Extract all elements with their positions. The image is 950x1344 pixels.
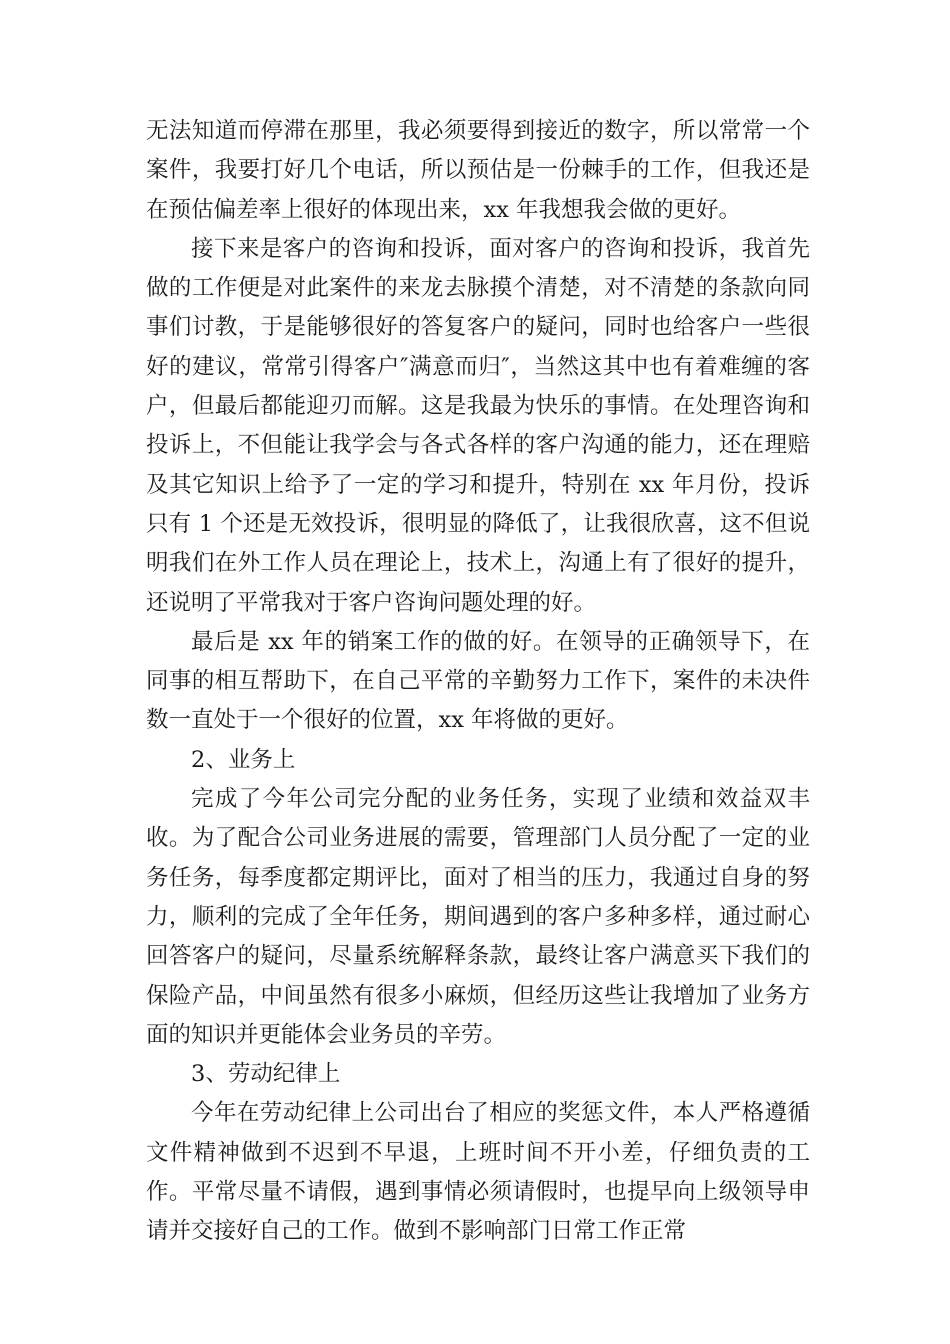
- paragraph-business: 完成了今年公司完分配的业务任务，实现了业绩和效益双丰收。为了配合公司业务进展的需要，管理部门人员分配了一定的业务任务，每季度都定期评比，面对了相当的压力，我通过自身的努力，顺利的完成了全年任务，期间遇到的客户多种多样，通过耐心回答客户的疑问，尽量系统解释条款，最终让客户满意买下我们的保险产品，中间虽然有很多小麻烦，但经历这些让我增加了业务方面的知识并更能体会业务员的辛劳。: [146, 786, 810, 1048]
- document-page: [146, 112, 810, 1252]
- paragraph-labor-discipline: 今年在劳动纪律上公司出台了相应的奖惩文件，本人严格遵循文件精神做到不迟到不早退，上班时间不开小差，仔细负责的工作。平常尽量不请假，遇到事情必须请假时，也提早向上级领导申请并交接好自己的工作。做到不影响部门日常工作正常: [146, 1100, 810, 1245]
- section-heading-business: 2、业务上: [191, 746, 296, 773]
- section-heading-labor-discipline: 3、劳动纪律上: [191, 1061, 341, 1088]
- paragraph-consultation-complaints: 接下来是客户的咨询和投诉，面对客户的咨询和投诉，我首先做的工作便是对此案件的来龙去脉摸个清楚，对不清楚的条款向同事们讨教，于是能够很好的答复客户的疑问，同时也给客户一些很好的建议，常常引得客户″满意而归″，当然这其中也有着难缠的客户，但最后都能迎刃而解。这是我最为快乐的事情。在处理咨询和投诉上，不但能让我学会与各式各样的客户沟通的能力，还在理赔及其它知识上给予了一定的学习和提升，特别在 xx 年月份，投诉只有 1 个还是无效投诉，很明显的降低了，让我很欣喜，这不但说明我们在外工作人员在理论上，技术上，沟通上有了很好的提升，还说明了平常我对于客户咨询问题处理的好。: [146, 235, 810, 616]
- paragraph-continuation: 无法知道而停滞在那里，我必须要得到接近的数字，所以常常一个案件，我要打好几个电话，所以预估是一份棘手的工作，但我还是在预估偏差率上很好的体现出来，xx 年我想我会做的更好。: [146, 118, 810, 223]
- paragraph-case-closing: 最后是 xx 年的销案工作的做的好。在领导的正确领导下，在同事的相互帮助下，在自己平常的辛勤努力工作下，案件的未决件数一直处于一个很好的位置，xx 年将做的更好。: [146, 628, 810, 734]
